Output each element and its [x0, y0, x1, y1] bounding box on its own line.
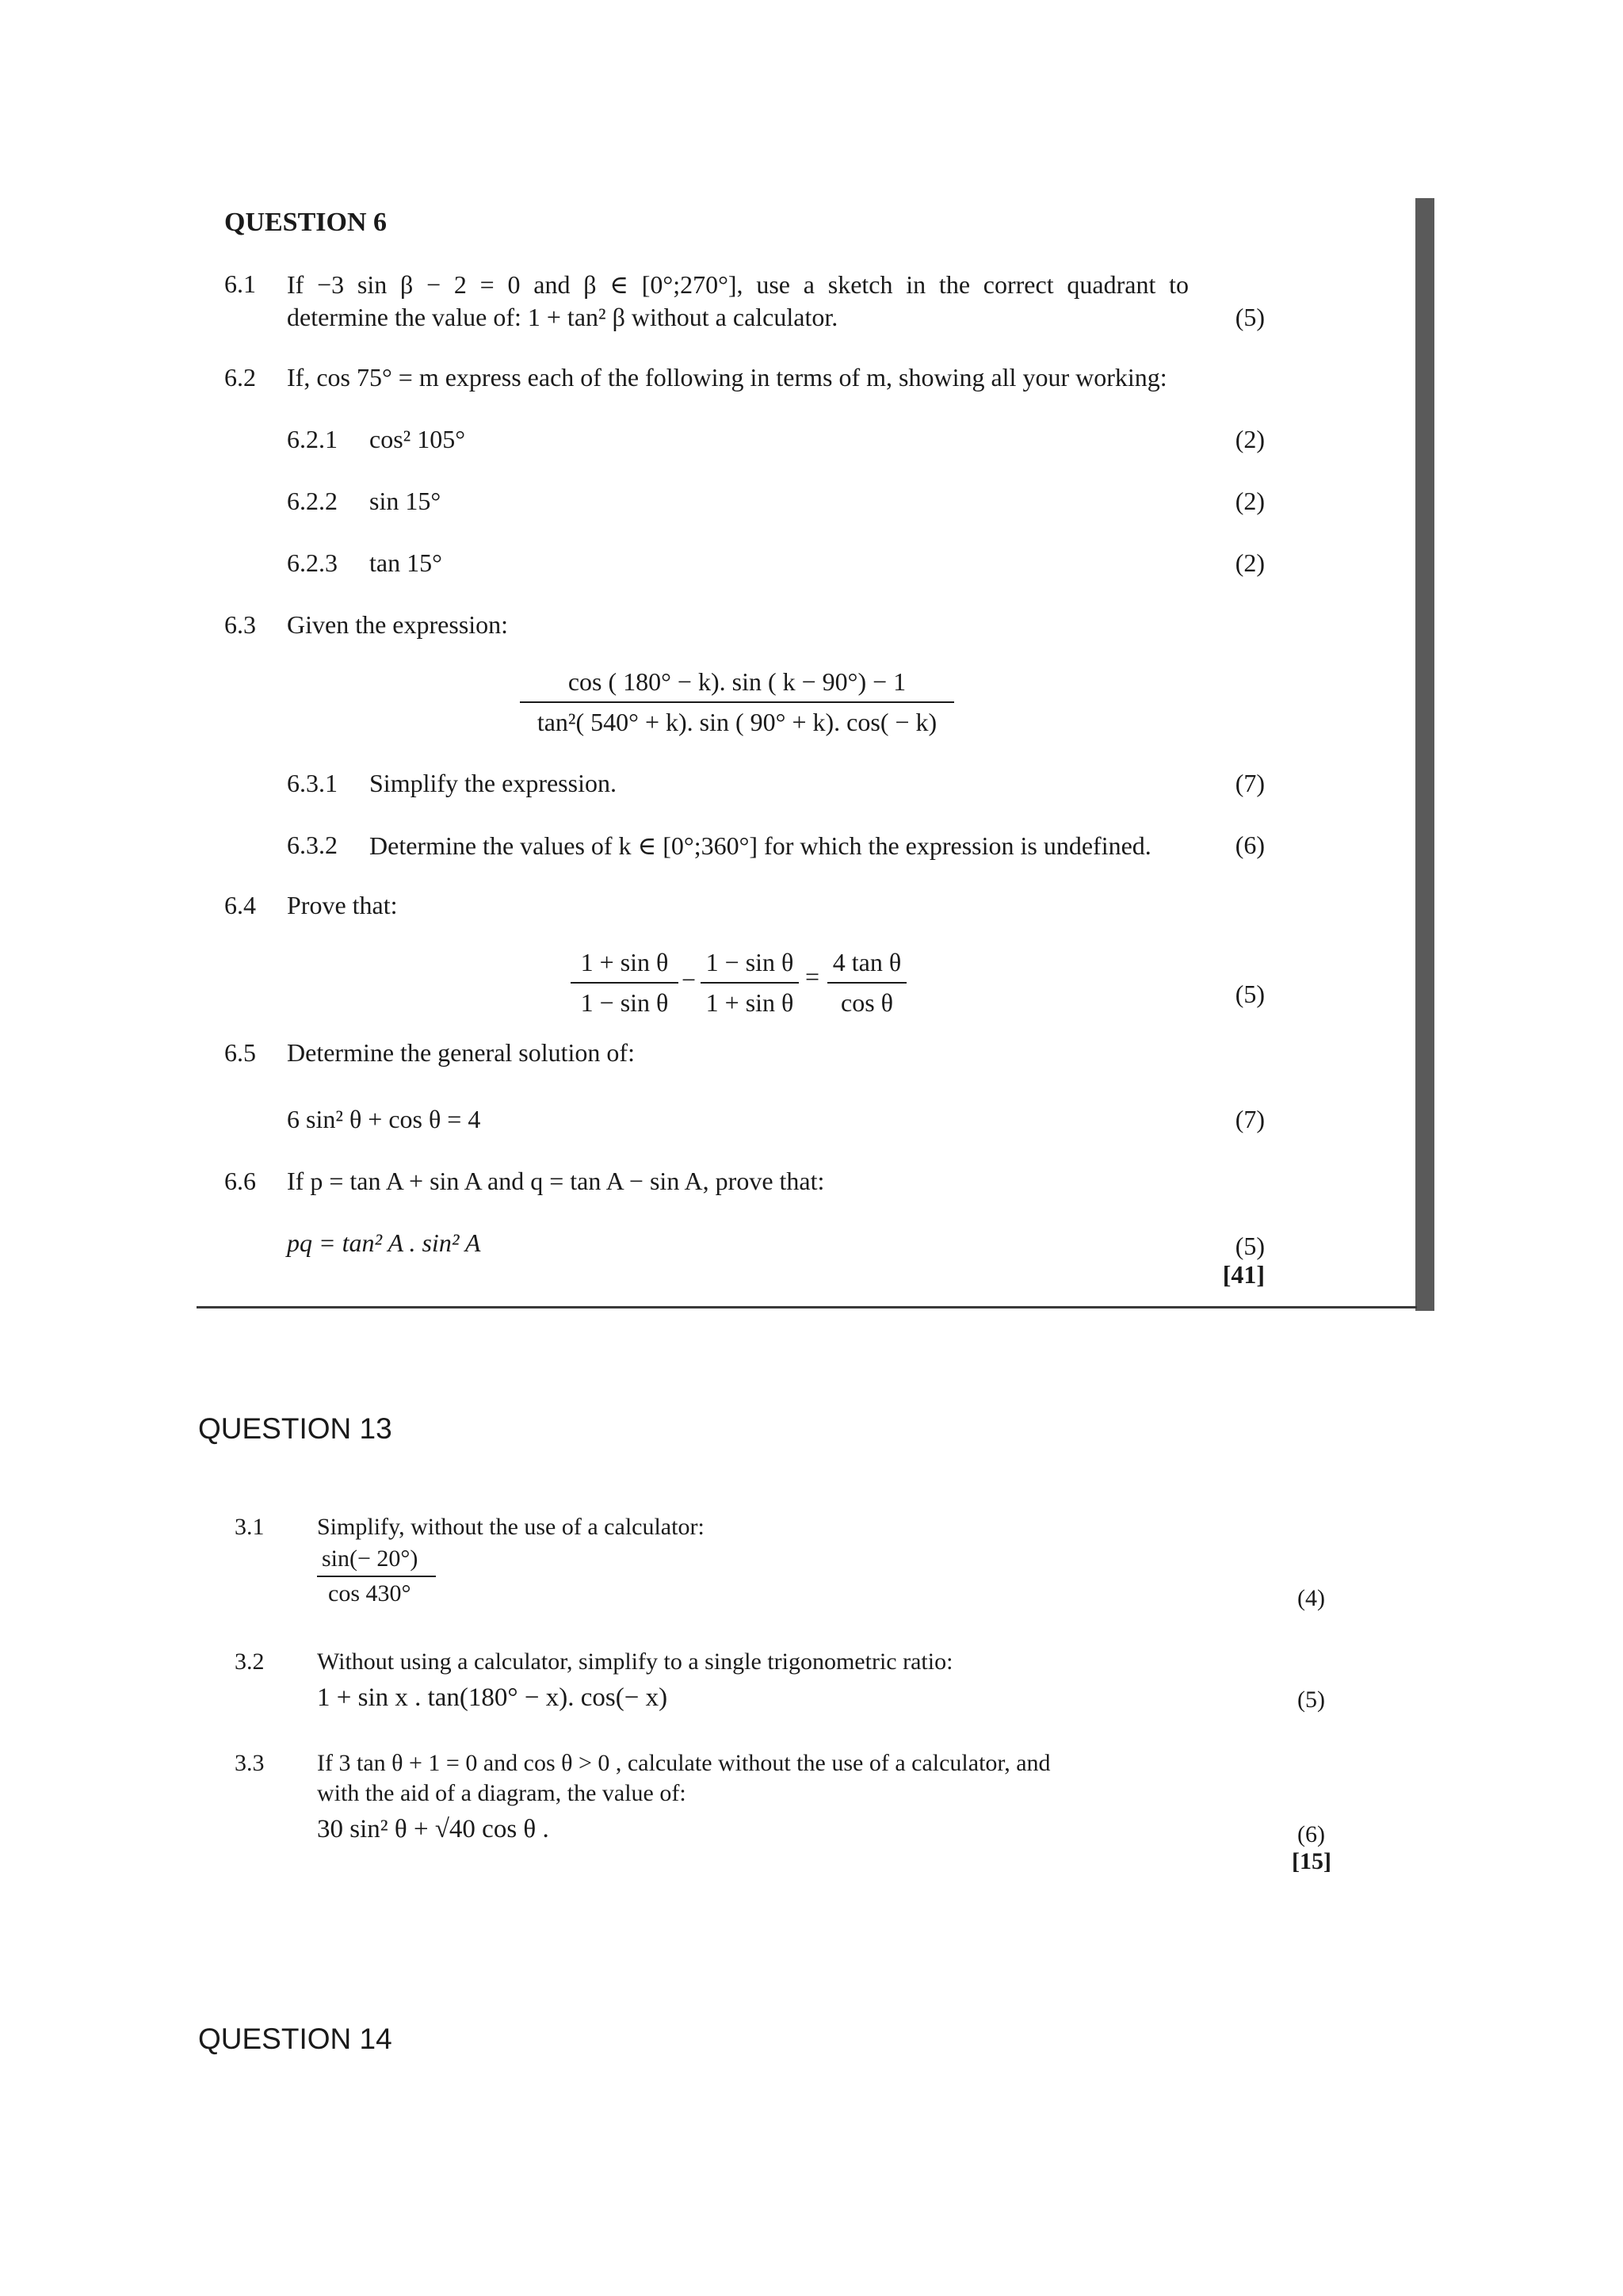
question-14-heading: QUESTION 14 [198, 2023, 392, 2055]
q6-4-number: 6.4 [224, 891, 256, 919]
q6-5-marks: (7) [1235, 1105, 1265, 1133]
q6-5-number: 6.5 [224, 1038, 256, 1067]
q6-6-number: 6.6 [224, 1167, 256, 1195]
q6-4-f3-numerator: 4 tan θ [832, 948, 902, 976]
q6-4-equals: = [805, 962, 820, 991]
q6-3-text: Given the expression: [287, 610, 509, 639]
q6-4-f2-denominator: 1 + sin θ [705, 988, 794, 1017]
fraction-bar [701, 982, 799, 984]
q13-3-3-number: 3.3 [235, 1750, 265, 1776]
fraction-bar [317, 1576, 436, 1577]
q6-1-line2: determine the value of: 1 + tan² β without a calculator. [287, 303, 838, 331]
q13-3-1-denominator: cos 430° [328, 1580, 411, 1606]
q13-3-2-equation: 1 + sin x . tan(180° − x). cos(− x) [317, 1683, 668, 1712]
q6-2-1-text: cos² 105° [369, 425, 466, 453]
q6-4-f1-denominator: 1 − sin θ [580, 988, 669, 1017]
q6-6-total: [41] [1222, 1260, 1265, 1289]
q13-3-1-marks: (4) [1297, 1585, 1325, 1611]
q6-2-3-marks: (2) [1235, 548, 1265, 577]
q13-3-3-marks: (6) [1297, 1821, 1325, 1847]
q6-4-text: Prove that: [287, 891, 398, 919]
q6-3-2-marks: (6) [1235, 831, 1265, 859]
q6-4-fraction-2 [701, 948, 799, 1018]
q6-3-1-text: Simplify the expression. [369, 769, 617, 797]
q6-2-2-marks: (2) [1235, 487, 1265, 515]
q6-3-fraction [520, 667, 954, 737]
q6-3-numerator: cos ( 180° − k). sin ( k − 90°) − 1 [567, 667, 907, 696]
q13-3-3-total: [15] [1292, 1848, 1331, 1874]
q13-3-1-numerator: sin(− 20°) [322, 1545, 418, 1572]
q6-5-equation: 6 sin² θ + cos θ = 4 [287, 1105, 481, 1133]
q6-4-f1-numerator: 1 + sin θ [580, 948, 669, 976]
q6-3-2-number: 6.3.2 [287, 831, 338, 859]
q6-1-line1: If −3 sin β − 2 = 0 and β ∈ [0°;270°], use a sketch in the correct quadrant to [287, 270, 1189, 299]
q13-3-2-marks: (5) [1297, 1687, 1325, 1713]
q6-2-number: 6.2 [224, 363, 256, 392]
q6-2-3-number: 6.2.3 [287, 548, 338, 577]
q6-2-2-text: sin 15° [369, 487, 441, 515]
scan-border-bottom [197, 1306, 1417, 1308]
q13-3-2-number: 3.2 [235, 1648, 265, 1675]
q6-4-fraction-3 [827, 948, 907, 1018]
q6-5-text: Determine the general solution of: [287, 1038, 635, 1067]
q6-2-1-number: 6.2.1 [287, 425, 338, 453]
q6-4-marks: (5) [1235, 980, 1265, 1008]
fraction-bar [520, 701, 954, 703]
q6-1-number: 6.1 [224, 269, 256, 298]
question-13-heading: QUESTION 13 [198, 1412, 392, 1445]
q6-4-f3-denominator: cos θ [841, 988, 893, 1017]
q13-3-2-text: Without using a calculator, simplify to a single trigonometric ratio: [317, 1648, 953, 1675]
q6-3-1-number: 6.3.1 [287, 769, 338, 797]
q6-3-1-marks: (7) [1235, 769, 1265, 797]
q13-3-3-line2: with the aid of a diagram, the value of: [317, 1780, 686, 1806]
q6-6-equation: pq = tan² A . sin² A [287, 1228, 481, 1257]
q13-3-1-number: 3.1 [235, 1514, 265, 1540]
q6-2-1-marks: (2) [1235, 425, 1265, 453]
q13-3-1-fraction [317, 1545, 436, 1607]
q6-1-marks: (5) [1235, 303, 1265, 331]
question-6-title: QUESTION 6 [224, 208, 387, 237]
q6-4-fraction-1 [571, 948, 678, 1018]
q6-6-marks: (5) [1235, 1232, 1265, 1260]
q13-3-3-line1: If 3 tan θ + 1 = 0 and cos θ > 0 , calculate without the use of a calculator, and [317, 1750, 1051, 1776]
q6-3-number: 6.3 [224, 610, 256, 639]
fraction-bar [827, 982, 907, 984]
q13-3-1-text: Simplify, without the use of a calculator: [317, 1514, 705, 1540]
q6-4-minus: − [682, 965, 697, 994]
q6-2-3-text: tan 15° [369, 548, 442, 577]
q6-2-2-number: 6.2.2 [287, 487, 338, 515]
q6-2-text: If, cos 75° = m express each of the following in terms of m, showing all your working: [287, 363, 1167, 392]
q13-3-3-equation: 30 sin² θ + √40 cos θ . [317, 1815, 549, 1843]
q6-3-2-text: Determine the values of k ∈ [0°;360°] for which the expression is undefined. [369, 831, 1151, 860]
scan-border-right [1415, 198, 1434, 1311]
q6-3-denominator: tan²( 540° + k). sin ( 90° + k). cos( − k) [537, 708, 938, 736]
q6-4-f2-numerator: 1 − sin θ [705, 948, 794, 976]
fraction-bar [571, 982, 678, 984]
q6-6-text: If p = tan A + sin A and q = tan A − sin A, prove that: [287, 1167, 825, 1195]
